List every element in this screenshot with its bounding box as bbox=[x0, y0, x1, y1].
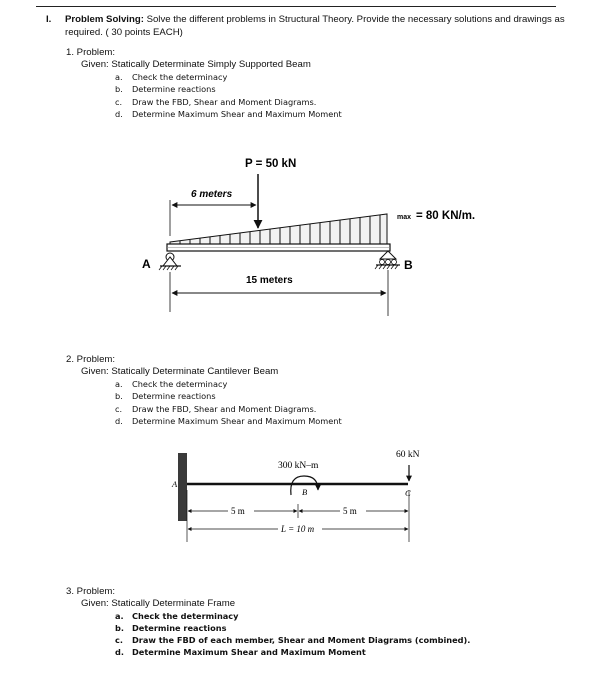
problem-3-number: 3. Problem: bbox=[66, 586, 116, 597]
problem-3-item-b: b. Determine reactions bbox=[115, 623, 227, 633]
max-prefix: max bbox=[397, 214, 412, 221]
span-label: 15 meters bbox=[246, 275, 293, 286]
problem-3-item-a: a. Check the determinacy bbox=[115, 611, 239, 621]
problem-3-given: Given: Statically Determinate Frame bbox=[81, 598, 236, 609]
problem-2-number: 2. Problem: bbox=[66, 354, 116, 365]
problem-2-item-c: c. Draw the FBD, Shear and Moment Diagrams. bbox=[115, 404, 317, 414]
problem-3-item-c: c. Draw the FBD of each member, Shear and Moment Diagrams (combined). bbox=[115, 635, 471, 645]
length-label: L = 10 m bbox=[281, 524, 315, 534]
moment-label: 300 kN–m bbox=[278, 461, 319, 471]
distributed-load-triangle bbox=[170, 214, 387, 244]
problem-2-item-b: b. Determine reactions bbox=[115, 391, 216, 401]
max-load-label: = 80 KN/m. bbox=[416, 210, 476, 222]
problem-2-given: Given: Statically Determinate Cantilever Beam bbox=[81, 366, 279, 377]
force-label: 60 kN bbox=[396, 450, 420, 460]
section-lead: Problem Solving: bbox=[65, 14, 144, 25]
problem-1-given: Given: Statically Determinate Simply Supported Beam bbox=[81, 59, 311, 70]
point-load-label: P = 50 kN bbox=[245, 158, 297, 170]
problem-1-number: 1. Problem: bbox=[66, 47, 116, 58]
point-a-label: A bbox=[172, 479, 178, 489]
section-number: I. bbox=[46, 14, 52, 25]
figure-simply-supported-beam bbox=[0, 0, 592, 330]
point-c-label: C bbox=[405, 488, 411, 498]
fixed-wall bbox=[178, 453, 187, 521]
segment-1-label: 5 m bbox=[231, 506, 245, 516]
problem-3-item-d: d. Determine Maximum Shear and Maximum Moment bbox=[115, 647, 366, 657]
support-b-label: B bbox=[404, 258, 413, 272]
support-a-label: A bbox=[142, 257, 151, 271]
problem-2-item-a: a. Check the determinacy bbox=[115, 379, 228, 389]
support-a-pin bbox=[159, 253, 181, 270]
problem-1-item-b: b. Determine reactions bbox=[115, 84, 216, 94]
distributed-load-hatching bbox=[180, 215, 380, 244]
section-text: Solve the different problems in Structural Theory. Provide the necessary solutions and drawings as required. ( 30 points EACH) bbox=[65, 14, 565, 38]
problem-1-item-c: c. Draw the FBD, Shear and Moment Diagrams. bbox=[115, 97, 317, 107]
segment-2-label: 5 m bbox=[343, 506, 357, 516]
support-b-roller bbox=[375, 251, 400, 269]
point-b-label: B bbox=[302, 487, 308, 497]
problem-1-item-d: d. Determine Maximum Shear and Maximum Moment bbox=[115, 109, 342, 119]
figure-cantilever-beam bbox=[0, 440, 592, 550]
problem-1-item-a: a. Check the determinacy bbox=[115, 72, 228, 82]
problem-2-item-d: d. Determine Maximum Shear and Maximum Moment bbox=[115, 416, 342, 426]
distance-label: 6 meters bbox=[191, 189, 233, 200]
